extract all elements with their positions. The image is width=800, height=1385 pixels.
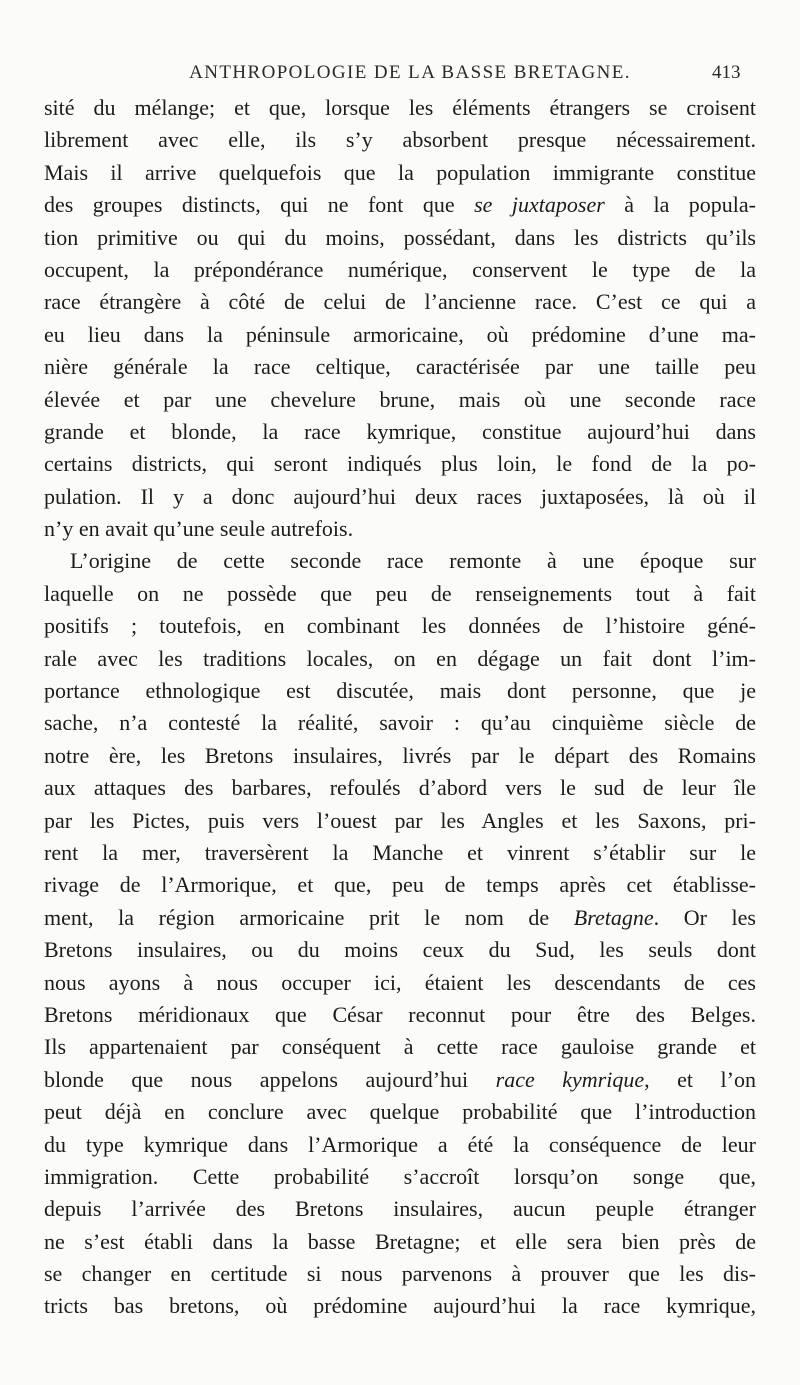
text-line: occupent, la prépondérance numérique, conservent le type de la [44,256,756,282]
text-line: certains districts, qui seront indiqués plus loin, le fond de la po- [44,451,756,477]
text-line [44,902,756,934]
text-line: Ils appartenaient par conséquent à cette race gauloise grande et [44,1034,756,1060]
text-line: par les Pictes, puis vers l’ouest par les Angles et les Saxons, pri- [44,807,756,833]
text-line: sache, n’a contesté la réalité, savoir : qu’au cinquième siècle de [44,710,756,736]
running-title: ANTHROPOLOGIE DE LA BASSE BRETAGNE. [189,62,631,83]
text-run: blonde que nous appelons aujourd’hui [44,1066,496,1092]
page-number: 413 [712,62,741,83]
text-line: rale avec les traditions locales, on en dégage un fait dont l’im- [44,645,756,671]
text-line: portance ethnologique est discutée, mais dont personne, que je [44,678,756,704]
text-line: tricts bas bretons, où prédomine aujourd’hui la race kymrique, [44,1293,756,1319]
text-run: , et l’on [644,1066,756,1092]
text-line: Bretons méridionaux que César reconnut pour être des Belges. [44,1001,756,1027]
text-line [44,1064,756,1096]
text-line: depuis l’arrivée des Bretons insulaires, aucun peuple étranger [44,1196,756,1222]
text-line: race étrangère à côté de celui de l’ancienne race. C’est ce qui a [44,289,756,315]
text-line [44,189,756,221]
text-line: du type kymrique dans l’Armorique a été la conséquence de leur [44,1131,756,1157]
text-line: positifs ; toutefois, en combinant les données de l’histoire géné- [44,613,756,639]
text-run: à la popula- [604,192,756,218]
text-line: se changer en certitude si nous parvenons à prouver que les dis- [44,1261,756,1287]
text-line: n’y en avait qu’une seule autrefois. [44,516,354,542]
text-line: laquelle on ne possède que peu de renseignements tout à fait [44,580,756,606]
text-line: sité du mélange; et que, lorsque les éléments étrangers se croisent [44,95,756,120]
text-line: Mais il arrive quelquefois que la population immigrante constitue [44,159,756,185]
text-line: eu lieu dans la péninsule armoricaine, où prédomine d’une ma- [44,321,756,347]
text-line: L’origine de cette seconde race remonte à une époque sur [70,548,756,574]
text-line: élevée et par une chevelure brune, mais où une seconde race [44,386,756,412]
text-line: rivage de l’Armorique, et que, peu de temps après cet établisse- [44,872,756,898]
text-run: des groupes distincts, qui ne font que [44,192,475,218]
text-line: rent la mer, traversèrent la Manche et vinrent s’établir sur le [44,839,756,865]
text-line: tion primitive ou qui du moins, possédant, dans les districts qu’ils [44,224,756,250]
italic-term: se juxtaposer [474,192,605,218]
text-line: ne s’est établi dans la basse Bretagne; et elle sera bien près de [44,1228,756,1254]
text-line: Bretons insulaires, ou du moins ceux du Sud, les seuls dont [44,937,756,963]
text-run: ment, la région armoricaine prit le nom de [44,904,574,930]
text-line: nous ayons à nous occuper ici, étaient les descendants de ces [44,969,756,995]
text-line: nière générale la race celtique, caractérisée par une taille peu [44,354,756,380]
text-line: librement avec elle, ils s’y absorbent presque nécessairement. [44,127,756,153]
text-line: pulation. Il y a donc aujourd’hui deux races juxtaposées, là où il [44,483,756,509]
text-run: . Or les [653,904,756,930]
text-line: notre ère, les Bretons insulaires, livrés par le départ des Romains [44,742,756,768]
text-line: peut déjà en conclure avec quelque probabilité que l’introduction [44,1099,756,1125]
text-line: immigration. Cette probabilité s’accroît lorsqu’on songe que, [44,1163,756,1189]
italic-term: Bretagne [573,904,654,930]
italic-term: race kymrique [495,1066,645,1092]
text-line: grande et blonde, la race kymrique, constitue aujourd’hui dans [44,418,756,444]
text-line: aux attaques des barbares, refoulés d’abord vers le sud de leur île [44,775,756,801]
body-text [44,92,756,1323]
